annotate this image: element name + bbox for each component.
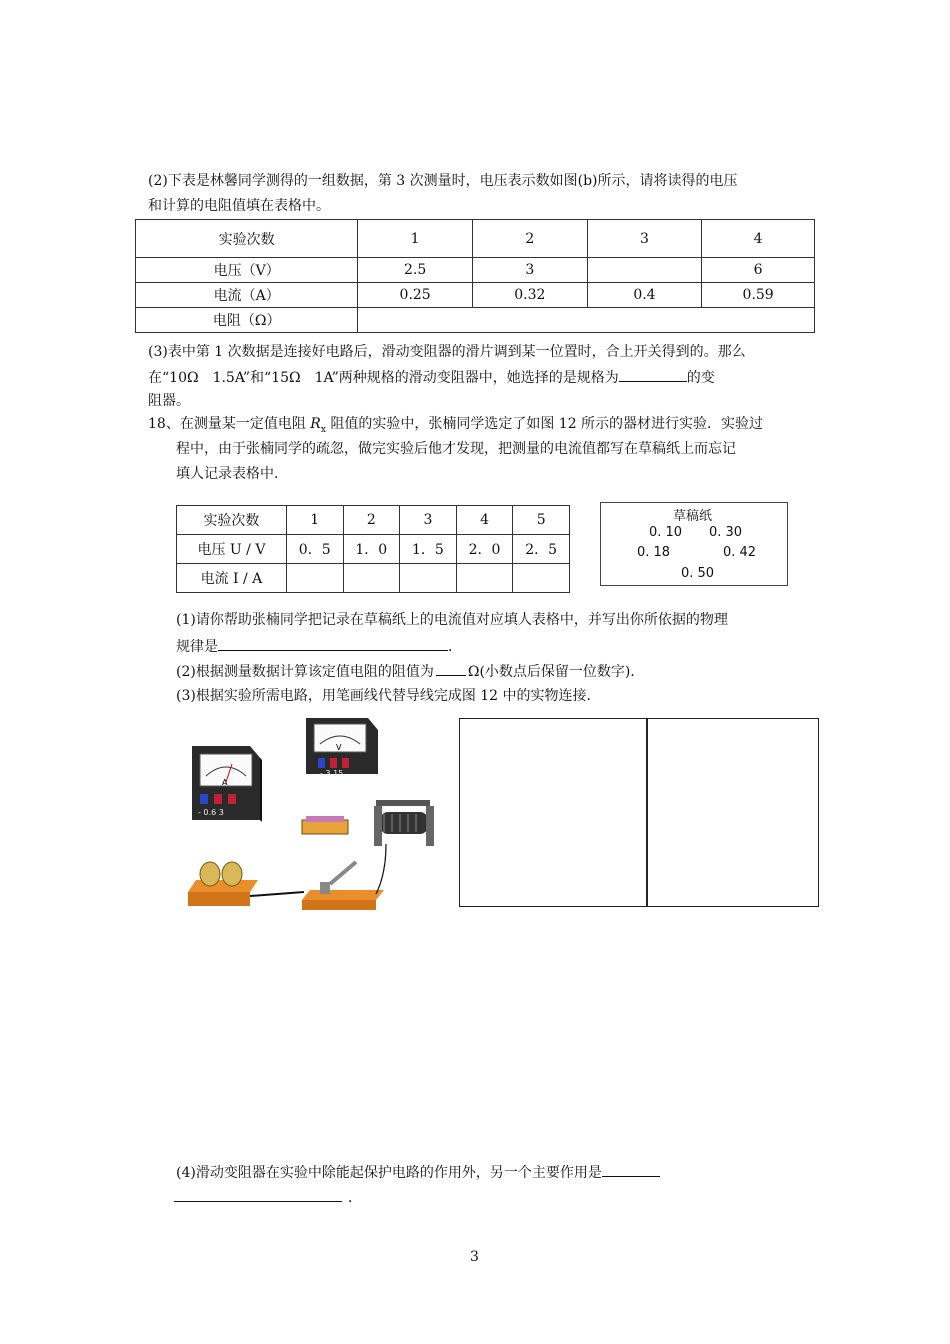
q18-intro-line1	[148, 414, 763, 440]
q17-part3-line3: 阻器。	[148, 393, 190, 409]
table-row	[136, 283, 815, 308]
resistance-subscript: x	[320, 424, 326, 435]
current-label: 电流 I / A	[177, 564, 287, 593]
q17-part3-line2	[148, 367, 715, 388]
q18-sub4-line2	[174, 1187, 362, 1208]
equipment-figure	[180, 714, 440, 914]
table-cell[interactable]: 0.32	[472, 283, 587, 308]
table-cell[interactable]: 0.59	[702, 283, 815, 308]
table-header-row	[136, 220, 815, 258]
table-row	[136, 258, 815, 283]
table-cell[interactable]	[343, 564, 400, 593]
table-cell: 2．0	[456, 535, 513, 564]
wire	[250, 892, 304, 896]
q18-sub4-end: ．	[348, 1190, 362, 1206]
table-cell[interactable]: 0.25	[358, 283, 473, 308]
q18-sub1-text: 规律是	[176, 639, 218, 655]
q18-sub2	[176, 661, 644, 682]
draft-value: 0. 42	[723, 545, 757, 560]
q18-sub2-text: (2)根据测量数据计算该定值电阻的阻值为	[176, 664, 434, 680]
table-cell: 1．0	[343, 535, 400, 564]
table-cell: 1．5	[400, 535, 457, 564]
voltmeter-icon	[306, 718, 378, 778]
resistor-icon	[302, 816, 348, 834]
table-header-cell: 3	[400, 506, 457, 535]
table-row	[177, 564, 570, 593]
ammeter-label: A	[222, 778, 228, 787]
table-cell[interactable]	[587, 258, 702, 283]
table-cell: 0．5	[286, 535, 343, 564]
rheostat-icon	[374, 800, 434, 846]
table-cell: 2．5	[513, 535, 570, 564]
table-cell: 电压（V）	[136, 258, 358, 283]
q18-sub1-line1: (1)请你帮助张楠同学把记录在草稿纸上的电流值对应填人表格中，并写出你所依据的物理	[176, 612, 728, 628]
switch-icon	[302, 862, 384, 910]
q18-sub3: (3)根据实验所需电路，用笔画线代替导线完成图 12 中的实物连接．	[176, 688, 601, 704]
answer-blank[interactable]	[602, 1162, 660, 1177]
table-cell: 电阻（Ω）	[136, 308, 358, 333]
q18-sub2-text: Ω(小数点后保留一位数字)．	[467, 664, 645, 680]
table-cell[interactable]	[400, 564, 457, 593]
table-header-cell: 5	[513, 506, 570, 535]
draft-paper	[600, 502, 788, 586]
q17-part2-line2: 和计算的电阻值填在表格中。	[148, 198, 330, 214]
q17-part3-text: 的变	[686, 370, 715, 386]
table-header-cell: 2	[472, 220, 587, 258]
q17-part3-text: 在“10Ω 1.5A”和“15Ω 1A”两种规格的滑动变阻器中，她选择的是规格为	[148, 370, 619, 386]
answer-blank[interactable]	[218, 636, 448, 651]
table-cell-blank[interactable]	[358, 308, 815, 333]
table-cell[interactable]: 0.4	[587, 283, 702, 308]
voltage-label: 电压 U / V	[177, 535, 287, 564]
box-divider	[646, 719, 648, 906]
table-cell[interactable]: 6	[702, 258, 815, 283]
resistance-symbol: R	[310, 416, 321, 432]
q18-sub4-text: (4)滑动变阻器在实验中除能起保护电路的作用外，另一个主要作用是	[176, 1165, 602, 1181]
q17-data-table	[135, 219, 815, 333]
table-header-cell: 实验次数	[136, 220, 358, 258]
answer-blank[interactable]	[174, 1187, 342, 1202]
table-header-cell: 4	[702, 220, 815, 258]
wire	[376, 844, 386, 894]
table-header-cell: 1	[358, 220, 473, 258]
table-cell[interactable]: 3	[472, 258, 587, 283]
q18-intro-text: 18、在测量某一定值电阻	[148, 416, 311, 432]
table-header-cell: 4	[456, 506, 513, 535]
table-header-row	[177, 506, 570, 535]
table-row	[136, 308, 815, 333]
draft-value: 0. 50	[681, 566, 715, 581]
table-cell: 电流（A）	[136, 283, 358, 308]
draft-value: 0. 10	[649, 525, 683, 540]
q18-intro-line3: 填人记录表格中．	[176, 466, 288, 482]
draft-value: 0. 18	[637, 545, 671, 560]
draft-title: 草稿纸	[673, 509, 713, 524]
answer-blank[interactable]	[436, 661, 466, 676]
table-header-cell: 1	[286, 506, 343, 535]
table-cell[interactable]	[286, 564, 343, 593]
answer-blank[interactable]	[619, 367, 687, 382]
table-cell[interactable]: 2.5	[358, 258, 473, 283]
page-number: 3	[470, 1249, 479, 1265]
q18-sub1-end: ．	[448, 639, 462, 655]
q18-data-table	[176, 505, 570, 593]
q17-part3-line1: (3)表中第 1 次数据是连接好电路后，滑动变阻器的滑片调到某一位置时，合上开关得到的。那么	[148, 344, 746, 360]
table-cell[interactable]	[456, 564, 513, 593]
table-cell[interactable]	[513, 564, 570, 593]
draft-value: 0. 30	[709, 525, 743, 540]
table-header-cell: 3	[587, 220, 702, 258]
table-row	[177, 535, 570, 564]
q17-part2-line1: (2)下表是林馨同学测得的一组数据，第 3 次测量时，电压表示数如图(b)所示，请将读得的电压	[148, 173, 738, 189]
q18-sub4-line1	[176, 1162, 660, 1183]
ammeter-icon	[192, 746, 262, 822]
battery-icon	[188, 862, 258, 906]
q18-intro-text: 阻值的实验中，张楠同学选定了如图 12 所示的器材进行实验．实验过	[325, 416, 764, 432]
table-header-cell: 2	[343, 506, 400, 535]
circuit-drawing-box[interactable]	[459, 718, 819, 907]
voltmeter-label: V	[336, 743, 342, 752]
table-header-cell: 实验次数	[177, 506, 287, 535]
q18-sub1-line2	[176, 636, 462, 657]
voltmeter-scale: - 3 15	[320, 769, 344, 778]
q18-intro-line2: 程中，由于张楠同学的疏忽，做完实验后他才发现，把测量的电流值都写在草稿纸上而忘记	[176, 441, 736, 457]
ammeter-scale: - 0.6 3	[198, 808, 224, 817]
